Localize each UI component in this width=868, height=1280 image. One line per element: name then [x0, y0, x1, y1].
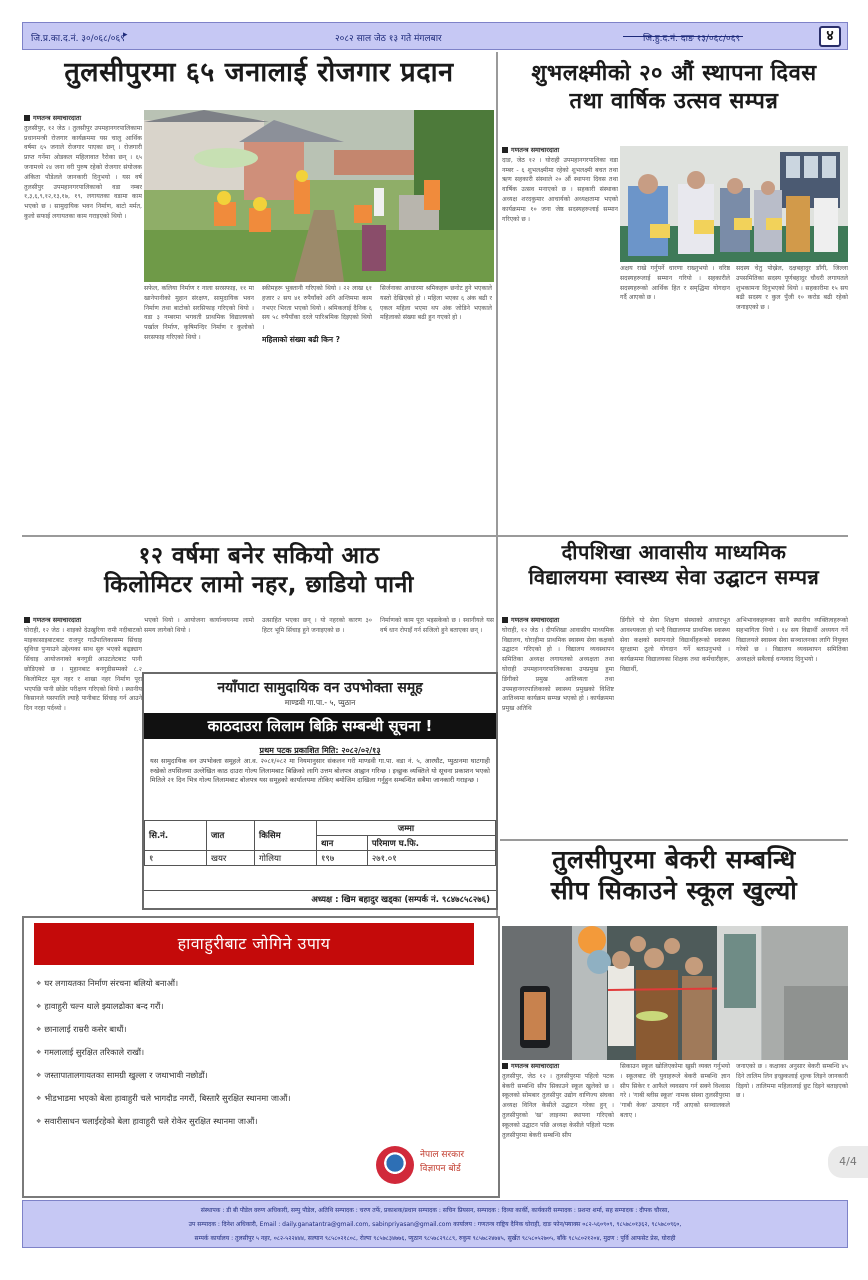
article-column: स्कीमहरू भुक्तानी गरिएको थियो । २२ लाख ६१ हजार २ सय ४१ रुपैयाँको अनि अन्तिममा काम नभएर भिरता भएको थियो । श्रमिकलाई दैनिक ६ सय ५८ रुपैयाँका दरले पारिश्रमिक दिइएको थियो । महिलाको संख्या बढी किन ? — [262, 285, 372, 344]
article-column: गणतन्त्र समाचारदाता घोराही, १२ जेठ । दीपशिखा आवासीय माध्यमिक विद्यालय, घोराहीमा प्राथमिक स्वास्थ्य सेवा कक्षको उद्घाटन गरिएको हो । विद्यालय व्यवस्थापन समितिका अध्यक्ष लगायतको अध्यक्षता तथा घोराही उपमहानगरपालिकाका उपप्रमुख हुमा डिंगीको प्रमुख आतिथ्यता तथा उपमहानगरपालिकाको स्वास्थ्य प्रमुखको विशिष्ट आतिथ्यमा कार्यक्रम सम्पन्न भएको हो । कार्यक्रममा प्रमुख अतिथि — [502, 616, 614, 713]
byline: गणतन्त्र समाचारदाता — [24, 114, 142, 124]
article-body-shubhalaxmi-cols — [502, 258, 848, 532]
photo-image — [144, 110, 494, 282]
column-header: सि.नं. — [145, 821, 207, 851]
headline-shubhalaxmi[interactable]: शुभलक्ष्मीको २० औं स्थापना दिवस तथा वार्षिक उत्सव सम्पन्न — [531, 61, 817, 114]
headline-deepshikha[interactable]: दीपशिखा आवासीय माध्यमिक विद्यालयमा स्वास्थ्य सेवा उद्घाटन सम्पन्न — [528, 540, 820, 589]
article-body-bakery — [502, 1062, 848, 1196]
article-column — [502, 258, 618, 532]
byline: गणतन्त्र समाचारदाता — [502, 146, 618, 156]
headline-bakery[interactable]: तुलसीपुरमा बेकरी सम्बन्धि सीप सिकाउने स्कूल खुल्यो — [550, 845, 798, 906]
notice-signature: अध्यक्ष : खिम बहादुर खड्का (सम्पर्क नं. ९८४७८५८२७६) — [144, 890, 496, 905]
table-cell: १ — [145, 851, 207, 866]
footer-line: संस्थापक : डी बी पौडेल वरुण अधिकारी, सम्पु पौडेल, अतिथि सम्पादक : चरण तर्फे, प्रकाशक/प्रधान सम्पादक : सचिन प्रियसन, सम्पादक : दिव्या कार्की, कार्यकारी सम्पादक : प्रशन्त शर्मा, सह सम्पादक : दीपक चौरसा, — [200, 1207, 670, 1214]
article-column: सदस्य चेतु पोख्रेल, दक्षबहादुर डाँगी, जिल्ला उपसमितिका सदस्य पूर्णबहादुर चौधरी लगायतले शुभकामना दिनुभएको थियो । सहकारीमा १५ सय बढी सदस्य र कुल पुँजी १० करोड बढी रहेको जनाइएको छ । — [736, 265, 848, 312]
page-number: ४ — [819, 26, 841, 47]
footer-line: उप सम्पादक : दिनेश अधिकारी, Email : daily.ganatantra@gmail.com, sabinpriyasan@gmail.com कार्यालय : गणतन्त्र राष्ट्रिय दैनिक घोराही, दाङ फोन/फ्याक्स ०८२-५६०९०९, ९८५७८०१३६२, ९८५७८०९६०, — [188, 1221, 682, 1228]
table-cell: २७१.०१ — [367, 851, 495, 866]
article-column: सिकाउन स्कूल खोलिएकोमा खुसी व्यक्त गर्नुभयो । स्कूलबाट धेरै युवाहरूले बेकरी सम्बन्धि ज्ञान सीप सिकेर र आफैले व्यवसाय गर्न सक्ने विश्वास गरे । 'गाबी ब्लीस स्कूल' नामक संस्था तुलसीपुरमा 'गाबी केक' उत्पादन गर्दै आएको सञ्चालकले बताए । — [620, 1063, 730, 1119]
senior-members-honoured-photo — [620, 146, 848, 262]
notice-publish-date: प्रथम पटक प्रकाशित मिति: २०८२/०२/१३ — [259, 746, 381, 755]
article-column: जनाएको छ । कक्षाका अनुसार बेकरी सम्बन्धि ४५ दिने तालिम लिन इच्छुकलाई शुल्क लिइने जानकारी दिइयो । तालिममा महिलालाई छुट दिइने बताइएको छ । — [736, 1063, 848, 1100]
table-header-row — [145, 821, 496, 836]
advertising-board-label: नेपाल सरकार विज्ञापन बोर्ड — [420, 1150, 465, 1174]
photo-image — [620, 146, 848, 262]
page-indicator[interactable]: 4/4 — [828, 1146, 868, 1178]
safety-tips-list — [36, 972, 291, 1133]
byline: गणतन्त्र समाचारदाता — [502, 1062, 614, 1072]
article-column: सिर्जनाका आधारमा श्रमिकहरू छनोट हुने भएकाले यस्तो देखिएको हो । महिला भएका ६ अंक बढी र एकल महिला भएमा थप अंक जोडिने भएकाले महिलाको संख्या बढी हुन गएको हो । — [380, 285, 492, 322]
article-column: उत्साहित भएका छन् । यो नहरको कारण ३० हिटर भूमि सिंचाइ हुने जनाइएको छ । — [262, 617, 372, 634]
list-item: ❖ छानालाई राम्ररी कसेर बाधौं। — [36, 1018, 291, 1041]
article-column: अक्षय राखे गर्नुपर्ने धारणा राख्नुभयो । वरिष्ठ सदस्यहरूलाई सम्मान गरियो । सहकारीले सदस्यहरूको आर्थिक हित र समृद्धिमा योगदान गर्दै आएको छ । — [620, 265, 730, 302]
article-body-employment-col1: गणतन्त्र समाचारदाता तुलसीपुर, १२ जेठ । तुलसीपुर उपमहानगरपालिकामा प्रधानमन्त्री रोजगार कार्यक्रममा यस चालु आर्थिक वर्षमा ६५ जनाले रोजगार पाएका छन् । रोजगारी प्राप्त गर्नेमा ओडकल महिलावात रैरोका छन् । ६५ जनामध्ये २४ जना वरी पुरुष रहेको रोजगार संयोजक अंकिता पौडेलले जानकारी दिनुभयो । यस वर्ष तुलसीपुर उपमहानगरपालिकाको वडा नम्बर १,३,६,९,१२,१३,१७, १९, लगायतका वडामा काम भएको छ । सामुदायिक भवन निर्माण, बाटो मर्मत, कुलो सफाई लगायतका काम गराइएको थियो । — [24, 114, 142, 220]
list-item: ❖ घर लगायतका निर्माण संरचना बलियो बनाऔं। — [36, 972, 291, 995]
notice-address: माण्डवी गा.पा.- ५, प्युठान — [284, 698, 356, 707]
footer-line: सम्पर्क कार्यालय : तुलसीपुर ५ नहर, ०८२-५२२४४४, सल्यान ९८५८०२१८०८, रोल्पा ९८५७८३४७७६, प्युठान ९८५७८२९८८९, रुकुम ९८५७८२४७४५, सुर्खेत ९८५८०५२७०५, बाँके ९८५८०२१२०४, मुद्रण : पुर्वि आफसेट प्रेस, घोराही — [194, 1235, 676, 1242]
table-cell: गोलिया — [255, 851, 317, 866]
newspaper-page — [22, 22, 848, 1248]
section-divider — [500, 839, 848, 841]
subheading: महिलाको संख्या बढी किन ? — [262, 334, 340, 344]
notice-banner: काठदाउरा लिलाम बिक्रि सम्बन्धी सूचना ! — [144, 713, 496, 739]
column-subheader: थान — [317, 836, 368, 851]
article-body-shubhalaxmi-col1: गणतन्त्र समाचारदाता दाङ, जेठ १२ । घोराही उपमहानगरपालिका वडा नम्बर - ६ शुभलक्ष्मीमा रहेको शुभलक्ष्मी बचत तथा ऋण सहकारी संस्थाले २० औं स्थापना दिवस तथा वार्षिक उत्सव मनाएको छ । सहकारी संस्थाका अध्यक्ष शरदकुमार आचार्यको अध्यक्षतामा भएको कार्यक्रममा १० जना जेष्ठ सदस्यहरूलाई सम्मान गरिएको छ । — [502, 146, 618, 223]
article-column: सफेल, कलिया निर्माण र नाला सरसफाइ, ११ मा खानेपानीको मुहान संरक्षण, सामुदायिक भवन निर्माण तथा बाटोको सरसिफाइ गरिएको थियो । वडा ३ नम्बरमा भगवती प्राथमिक विद्यालयको पर्खाल निर्माण, कृषिमन्दिर निर्माण र कुलोको सरसफाइ गरिएको थियो । — [144, 285, 254, 341]
imprint-footer — [22, 1200, 848, 1248]
article-body-deepshikha — [502, 616, 848, 836]
column-subheader: परिमाण घ.फि. — [367, 836, 495, 851]
list-item: ❖ सवारीसाधन चलाईरहेको बेला हावाहुरी चले रोकेर सुरक्षित स्थानमा जाऔं। — [36, 1110, 291, 1133]
table-row — [145, 851, 496, 866]
table-cell: १९७ — [317, 851, 368, 866]
column-header: किसिम — [255, 821, 317, 851]
byline: गणतन्त्र समाचारदाता — [24, 616, 142, 626]
workers-clearing-grass-photo — [144, 110, 494, 282]
timber-auction-notice — [142, 672, 498, 910]
list-item: ❖ गमलालाई सुरक्षित तरिकाले राखौं। — [36, 1041, 291, 1064]
arrow-icon: ▸ — [123, 30, 128, 40]
article-column: गणतन्त्र समाचारदाता तुलसीपुर, जेठ १२ । तुलसीपुरमा पहिलो पटक बेकरी सम्बन्धि सीप सिकाउने स्कूल खुलेको छ । स्कूलको सोमबार तुलसीपुर उद्योग वाणिज्य संघका अध्यक्ष विनिल केसीले उद्घाटन गरेका हुन् । तुलसीपुरको 'ख' लाइनमा स्थापना गरिएको स्कूलको उद्घाटन पछि अध्यक्ष केसीले पहिलो पटक तुलसीपुरमा बेकरी सम्बन्धि सीप — [502, 1062, 614, 1139]
windstorm-safety-advert — [22, 916, 500, 1198]
article-body-canal-col1: गणतन्त्र समाचारदाता घोराही, १२ जेठ । शाइको देउखुरिया रामी नदीबाटको माइकासाइबाटबाट राजपुर गाउँपालिकासम्म सिंचाइ सुविधा पुर्‍याउने उद्देश्यका साथ सुरु भएको बढ्ड्याग सिंचाइ आयोजनाको बनगुडी आउटलेटबाट पानी छोडिएको छ । मुहानबाट बनगुडीसम्मको ८.२ किलोमिटर मूल नहर र शाखा नहर निर्माण पूरा भएपछि पानी छोडेर परीक्षण गरिएको थियो । स्थानीय किसानले यसपालि ल्याहै पानीबाट सिंचाइ गर्न आउने दिन नरहा पर्दथ्यो । — [24, 616, 142, 713]
notice-organization: नयाँपाटा सामुदायिक वन उपभोक्ता समूह — [217, 680, 423, 696]
article-body-employment-cols — [144, 284, 494, 532]
headline-employment[interactable]: तुलसीपुरमा ६५ जनालाई रोजगार प्रदान — [64, 57, 454, 88]
registration-number-right: जि.हु.द.नं. दाङ १३/०६८/०६९ — [643, 34, 741, 44]
advert-title: हावाहुरीबाट जोगिने उपाय — [34, 923, 474, 965]
government-emblem-icon — [376, 1146, 414, 1184]
article-column: डिंगीले यो सेवा शिक्षण संस्थाको आधारभूत आवश्यकता हो भन्दै विद्यालयमा प्राथमिक स्वास्थ्य सेवा कक्षको स्थापनाले विद्यार्थीहरूको स्वास्थ्य सुरक्षामा ठूलो योगदान गर्ने बताउनुभयो । कार्यक्रममा विद्यालयका शिक्षक तथा कर्मचारीहरू, विद्यार्थी, — [620, 617, 730, 673]
ribbon-cutting-ceremony-photo — [502, 926, 848, 1060]
list-item: ❖ जस्तापातालगायतका सामग्री खुल्ला र जथाभावी नछोडौं। — [36, 1064, 291, 1087]
section-divider — [22, 535, 848, 537]
byline: गणतन्त्र समाचारदाता — [502, 616, 614, 626]
article-column: भएको थियो । आयोजना कार्यान्वयनमा लामो समय लागेको थियो । — [144, 617, 254, 634]
list-item: ❖ भीडभाडमा भएको बेला हावाहुरी चले भागदौड नगरौं, बिस्तारै सुरक्षित स्थानमा जाऔं। — [36, 1087, 291, 1110]
photo-image — [502, 926, 848, 1060]
article-column: निर्माणको काम पूरा भइसकेको छ । स्थानीयले यस वर्ष धान रोपाइँ गर्न सजिलो हुने बताएका छन् । — [380, 617, 494, 634]
headline-canal[interactable]: १२ वर्षमा बनेर सकियो आठ किलोमिटर लामो नहर, छाडियो पानी — [104, 543, 414, 598]
column-header: जात — [207, 821, 255, 851]
list-item: ❖ हावाहुरी चल्न थाले झ्यालढोका बन्द गरौं। — [36, 995, 291, 1018]
registration-number-left: जि.प्र.का.द.नं. ३०/०६८/०६९ — [31, 34, 125, 44]
article-body-canal-top — [144, 616, 496, 668]
page-header-band — [22, 22, 848, 50]
auction-table — [144, 820, 496, 866]
table-cell: खयर — [207, 851, 255, 866]
column-header: जम्मा — [317, 821, 496, 836]
notice-body: यस सामुदायिक वन उपभोक्ता समूहले आ.व. २०८१/०८२ मा नियमानुसार संकलन गरी माण्डवी गा.पा. वडा नं. ५, आरघौट, प्युठानमा घाटगाही रुखेको तपसिलमा उल्लेखित काठ दाउरा गोल्य लिलामबाट बिक्रिको लागि उत्तम बोलपत्र आह्वान गरिन्छ । इच्छुक व्यक्तिले यो सूचना प्रकाशन भएको मितिले २१ दिन भित्र गोल्य लिलामबाट बोलपत्र यस समूहको कार्यालयमा तोकिए बमोजिम दाखिला गर्नुहुन सम्बन्धित सबैमा जानकारी गराइन्छ । — [150, 757, 490, 785]
article-column: अभिभावकहरूका साथै स्थानीय व्यक्तित्वहरूको सहभागिता थियो । १४ सय विद्यार्थी अध्ययन गर्ने विद्यालयले स्वास्थ्य सेवा सञ्चालनका लागि नियुक्त गरेको छ । विद्यालय व्यवस्थापन समितिका अध्यक्षले सबैलाई धन्यवाद दिनुभयो । — [736, 617, 848, 664]
publication-date: २०८२ साल जेठ १३ गते मंगलबार — [335, 34, 442, 44]
